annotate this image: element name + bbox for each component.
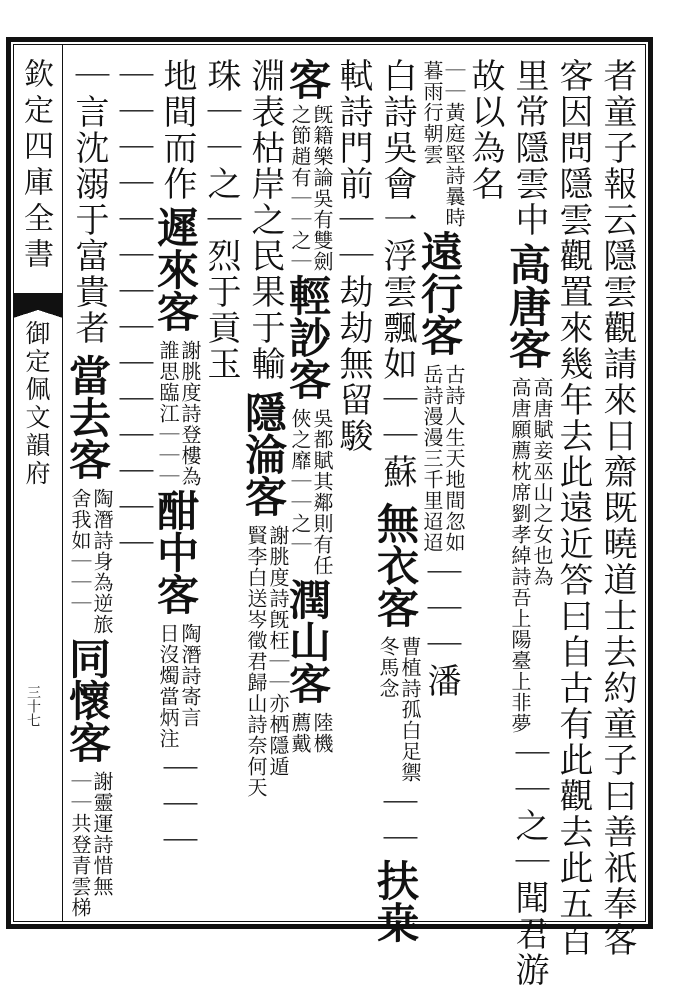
annotation-line: 陶潛詩寄言 [178,623,202,728]
text-run: ｜言沈溺于富貴者 [69,58,109,346]
annotation-line: 薦戴 [288,712,312,754]
annotation-line: 舍我如｜｜｜ [68,488,92,614]
text-run: 地間而作 [157,58,197,202]
annotation-line: 日沒燭當炳注 [156,623,180,749]
annotation-line: 高唐賦妾巫山之女也為 [530,377,554,587]
annotation-line: 旣籍樂論吳有雙劍 [310,104,334,272]
text-run: 里常隱雲中 [509,58,549,238]
text-run: ｜｜｜潘 [421,555,461,699]
text-run: 軾詩門前｜｜劫劫無留駿 [333,58,373,454]
annotation-line: 謝朓度詩旣枉｜｜亦栖隱遁 [266,525,290,777]
annotation-line: 之節趙有｜｜之｜ [288,104,312,272]
annotation-line: 岳詩漫漫三千里迢迢 [420,364,444,553]
annotation-pair [70,488,112,635]
text-run: 客因問隱雲觀置來幾年去此遠近答曰自古有此觀去此五百 [553,58,593,958]
folio-number: 三十七 [25,685,41,727]
text-run: 者童子報云隱雲觀請來日齋既曉道士去約童子曰善祇奉客 [597,58,637,958]
headword: 潤山客 [283,578,332,704]
text-run: ｜｜｜｜｜｜｜｜｜｜｜｜｜｜ [113,58,153,562]
annotation-line: 吳都賦其鄰則有任 [310,408,334,576]
annotation-line: 俠之靡｜｜之｜ [288,408,312,555]
headword: 客 [283,58,332,100]
text-run: ｜｜｜ [157,751,197,859]
annotation-pair [246,525,288,798]
annotation-line: 冬馬念 [376,636,400,699]
annotation-line: 賢李白送岑徵君歸山詩奈何天 [244,525,268,798]
annotation-line: 高唐願薦枕席劉孝綽詩吾上陽臺上非夢 [508,377,532,734]
headword: 遠行客 [415,230,464,356]
text-run: 淵表枯岸之民果于輸 [245,58,285,382]
annotation-line: 暮雨行朝雲 [420,60,444,165]
text-run: 珠｜｜之｜烈于貢玉 [201,58,241,382]
annotation-pair [422,364,464,553]
headword: 隱淪客 [239,391,288,517]
headword: 扶桒 [371,859,420,943]
fish-tail-mark [13,293,63,310]
text-run: 白詩吳會一浮雲飄如｜｜蘇 [377,58,417,490]
annotation-line: 陸機 [310,712,334,754]
annotation-line: 古詩人生天地間忽如 [442,364,466,553]
margin-volume-title: 御定佩文韻府 [22,320,51,488]
annotation-pair [70,771,112,918]
text-run: ｜｜ [377,785,417,857]
text-run: 故以為名 [465,58,505,202]
annotation-pair [510,377,552,734]
text-run: ｜｜之｜聞君游 [509,736,549,988]
margin-book-title: 欽定四庫全書 [18,58,53,274]
headword: 高唐客 [503,243,552,369]
annotation-pair [378,636,420,783]
annotation-pair [158,623,200,749]
annotation-pair [290,712,332,754]
annotation-line: ｜｜黃庭堅詩曩時 [442,60,466,228]
annotation-line: 陶潛詩身為逆旅 [90,488,114,635]
annotation-pair [422,60,464,228]
headword: 輕訬客 [283,274,332,400]
headword: 無衣客 [371,502,420,628]
annotation-line: 誰思臨江｜｜｜ [156,340,180,487]
annotation-pair [290,104,332,272]
annotation-line: ｜｜共登青雲梯 [68,771,92,918]
annotation-pair [158,340,200,487]
annotation-line: 曹植詩孤白足禦 [398,636,422,783]
annotation-line: 謝靈運詩惜無 [90,771,114,897]
headword: 當去客 [63,354,112,480]
annotation-line: 謝朓度詩登樓為 [178,340,202,487]
headword: 遲來客 [151,206,200,332]
headword: 酣中客 [151,489,200,615]
headword: 同懷客 [63,637,112,763]
annotation-pair [290,408,332,576]
